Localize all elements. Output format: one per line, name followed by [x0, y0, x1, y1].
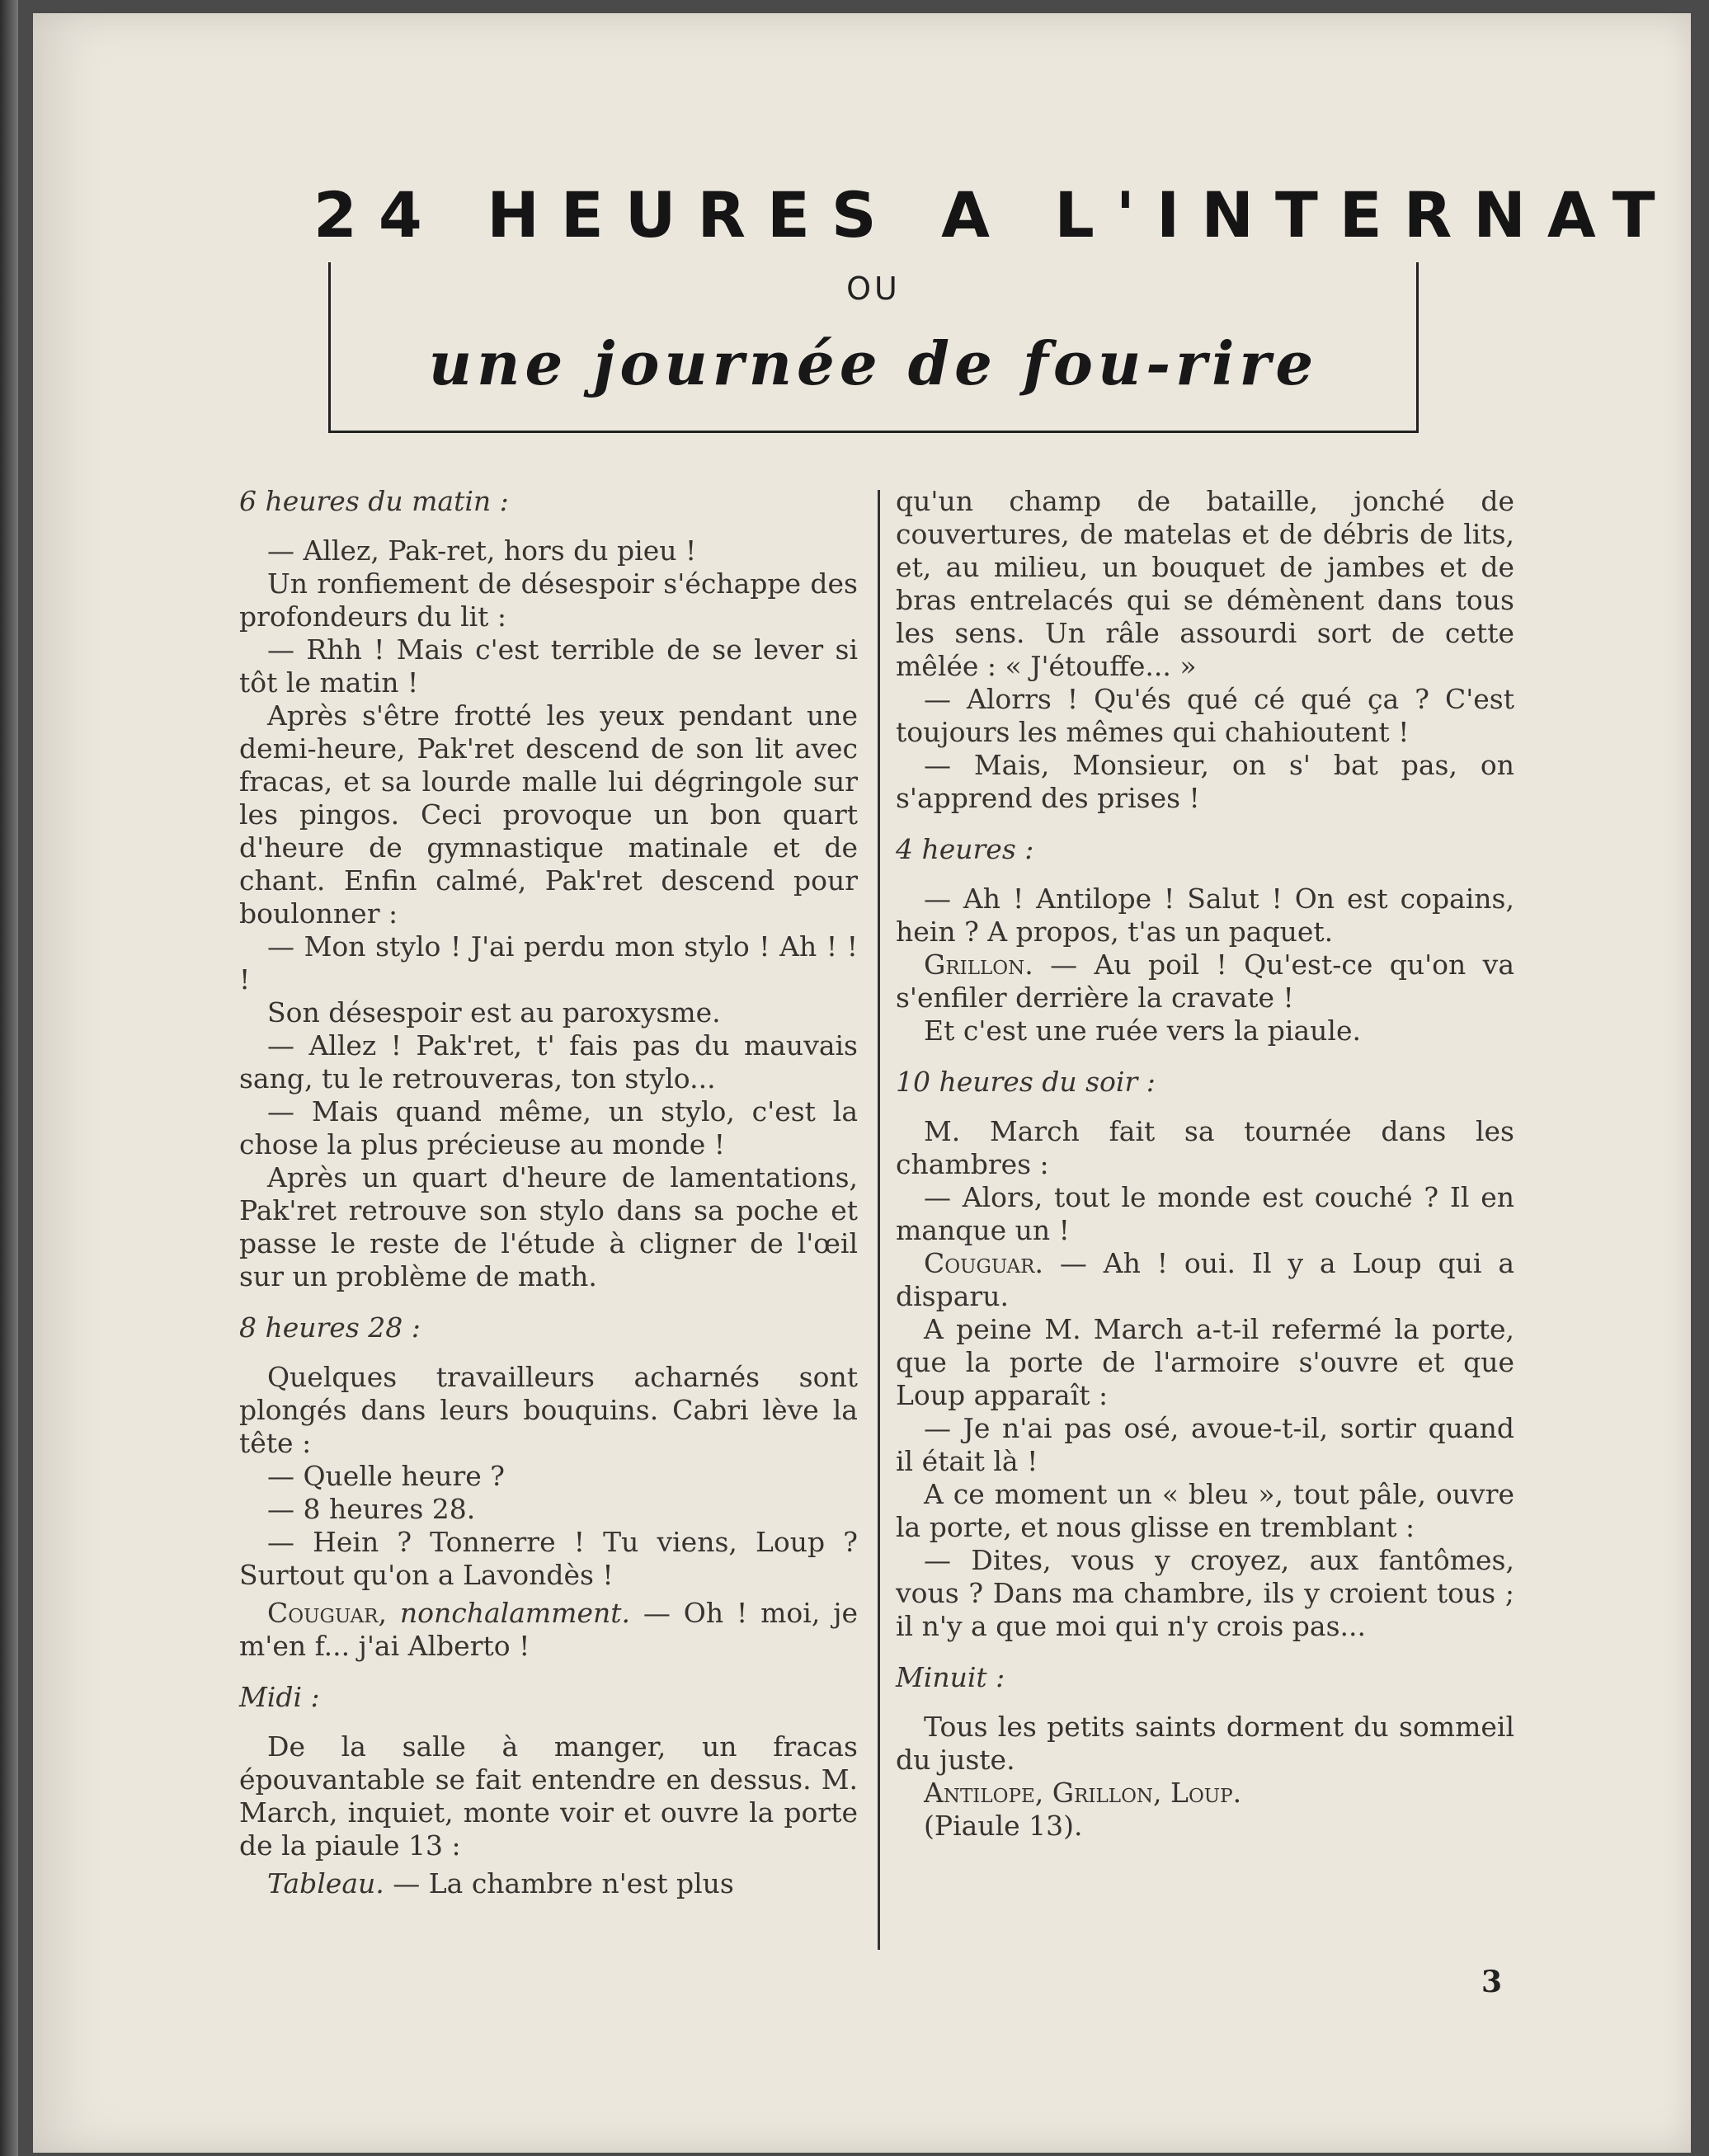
paragraph: — Mais quand même, un stylo, c'est la chose la plus précieuse au monde ! — [239, 1095, 858, 1160]
paragraph: — Allez ! Pak'ret, t' fais pas du mauvais sang, tu le retrouveras, ton stylo... — [239, 1029, 858, 1094]
paragraph: — Mais, Monsieur, on s' bat pas, on s'apprend des prises ! — [896, 749, 1514, 814]
dialogue-text: — Oh ! moi, je m'en f... j'ai Alberto ! — [239, 1597, 858, 1662]
paragraph: — Rhh ! Mais c'est terrible de se lever si tôt le matin ! — [239, 633, 858, 699]
binding-spine — [0, 0, 18, 2156]
section-heading: Minuit : — [896, 1661, 1005, 1693]
lead-word: Tableau. — [267, 1867, 384, 1899]
paragraph: — Quelle heure ? — [267, 1460, 505, 1492]
paragraph: Un ronfiement de désespoir s'échappe des profondeurs du lit : — [239, 567, 858, 633]
paragraph: Tous les petits saints dorment du sommeil du juste. — [896, 1711, 1514, 1776]
paragraph: — Ah ! Antilope ! Salut ! On est copains, hein ? A propos, t'as un paquet. — [896, 883, 1514, 948]
dialogue-paragraph — [239, 1597, 858, 1663]
right-column — [896, 485, 1514, 1843]
left-column — [239, 485, 858, 1900]
paragraph: A ce moment un « bleu », tout pâle, ouvre la porte, et nous glisse en tremblant : — [896, 1478, 1514, 1543]
paragraph: — Alors, tout le monde est couché ? Il en manque un ! — [896, 1181, 1514, 1246]
paragraph: Après s'être frotté les yeux pendant une demi-heure, Pak'ret descend de son lit avec fracas, et sa lourde malle lui dégringole sur les pingos. Ceci provoque un bon quart d'heure de gymnastique matinale et de chant. Enfin calmé, Pak'ret descend pour boulonner : — [239, 699, 858, 930]
section-heading: 6 heures du matin : — [239, 485, 509, 517]
dialogue-paragraph — [896, 949, 1514, 1014]
title-conjunction: OU — [846, 271, 901, 307]
stage-direction: nonchalamment. — [399, 1597, 630, 1629]
paragraph: — 8 heures 28. — [267, 1493, 476, 1525]
paragraph: — Dites, vous y croyez, aux fantômes, vous ? Dans ma chambre, ils y croient tous ; il n'y a que moi qui n'y crois pas... — [896, 1544, 1514, 1642]
paragraph — [239, 1867, 858, 1900]
paragraph: Et c'est une ruée vers la piaule. — [924, 1014, 1361, 1047]
paragraph: M. March fait sa tournée dans les chambres : — [896, 1115, 1514, 1180]
column-divider — [878, 490, 880, 1950]
speaker-name: Grillon. — [924, 949, 1033, 981]
paragraph: A peine M. March a-t-il refermé la porte, que la porte de l'armoire s'ouvre et que Loup apparaît : — [896, 1313, 1514, 1411]
paragraph: — Hein ? Tonnerre ! Tu viens, Loup ? Surtout qu'on a Lavondès ! — [239, 1526, 858, 1591]
paragraph: — Alorrs ! Qu'és qué cé qué ça ? C'est toujours les mêmes qui chahioutent ! — [896, 683, 1514, 748]
article-title: 24 HEURES A L'INTERNAT — [313, 178, 1677, 252]
signature-room: (Piaule 13). — [924, 1810, 1083, 1842]
magazine-page — [33, 13, 1691, 2153]
dialogue-text: — Au poil ! Qu'est-ce qu'on va s'enfiler derrière la cravate ! — [896, 949, 1514, 1014]
paragraph: — Mon stylo ! J'ai perdu mon stylo ! Ah ! ! ! — [239, 930, 858, 996]
section-heading: 8 heures 28 : — [239, 1311, 421, 1344]
page-number: 3 — [1481, 1965, 1503, 1999]
section-heading: Midi : — [239, 1681, 320, 1713]
section-heading: 4 heures : — [896, 833, 1034, 865]
paragraph: — Je n'ai pas osé, avoue-t-il, sortir quand il était là ! — [896, 1412, 1514, 1477]
paragraph: Après un quart d'heure de lamentations, Pak'ret retrouve son stylo dans sa poche et passe le reste de l'étude à cligner de l'œil sur un problème de math. — [239, 1161, 858, 1292]
subtitle-frame — [328, 262, 1419, 433]
section-heading: 10 heures du soir : — [896, 1066, 1156, 1098]
paragraph: Son désespoir est au paroxysme. — [267, 996, 721, 1029]
speaker-name: Couguar. — [924, 1247, 1043, 1279]
paragraph: — Allez, Pak-ret, hors du pieu ! — [267, 534, 697, 567]
dialogue-paragraph — [896, 1247, 1514, 1313]
author-signature: Antilope, Grillon, Loup. — [924, 1777, 1242, 1809]
paragraph: qu'un champ de bataille, jonché de couvertures, de matelas et de débris de lits, et, au milieu, un bouquet de jambes et de bras entrelacés qui se démènent dans tous les sens. Un râle assourdi sort de cette mêlée : « J'étouffe... » — [896, 485, 1514, 682]
paragraph-text: — La chambre n'est plus — [393, 1867, 734, 1899]
speaker-name: Couguar, — [267, 1597, 387, 1629]
article-subtitle: une journée de fou-rire — [428, 328, 1319, 398]
paragraph: Quelques travailleurs acharnés sont plongés dans leurs bouquins. Cabri lève la tête : — [239, 1361, 858, 1459]
paragraph: De la salle à manger, un fracas épouvantable se fait entendre en dessus. M. March, inquiet, monte voir et ouvre la porte de la piaule 13 : — [239, 1730, 858, 1862]
dialogue-text: — Ah ! oui. Il y a Loup qui a disparu. — [896, 1247, 1514, 1312]
